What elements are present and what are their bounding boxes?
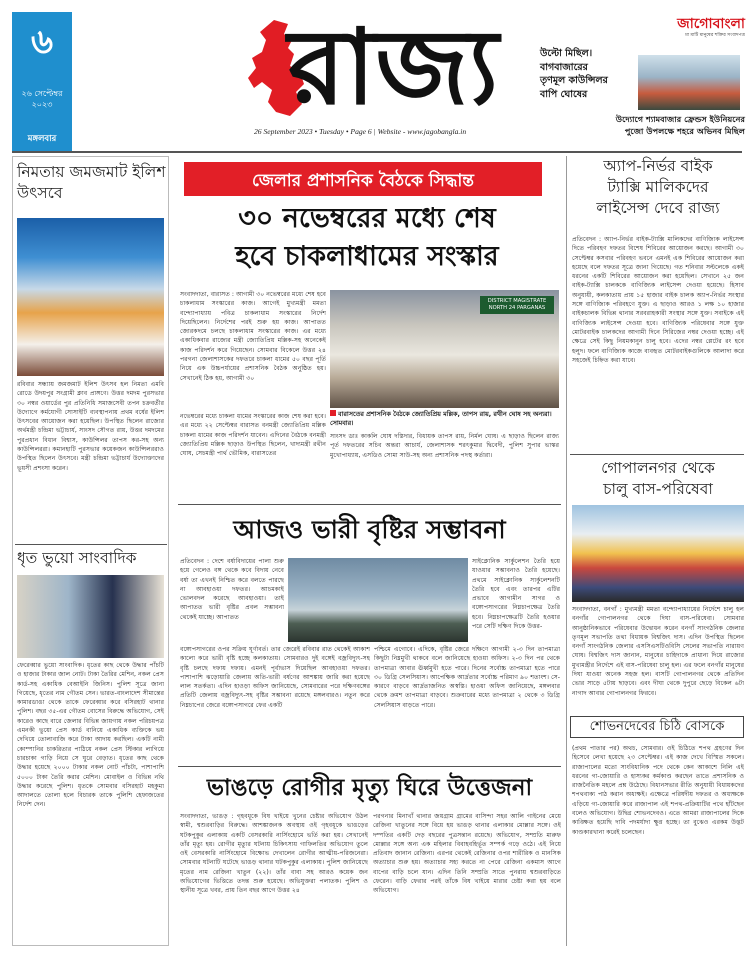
- page-date: ২৬ সেপ্টেম্বর ২০২৩: [21, 89, 63, 109]
- masthead-title: রাজ্য: [288, 5, 499, 128]
- page-weekday: মঙ্গলবার: [27, 134, 57, 144]
- story-body: (প্রথম পাতার পর) অথচ, সোমবার। ওই চিঠিতে শপথ গ্রহণের দিন হিসেবে লেখা হয়েছে ২৩ সেপ্টেম্বর। এই কাজ দেখে বিস্মিত সকলে। রাজ্যপালের মতো সাংবিধানিক পদে থেকে কেন আকাশে নিলি এই ধরনের গা-জোয়ারি ও হাস্যকর কর্মকাণ্ড করছেন তাতে প্রশাসনিক ও রাজনৈতিক মহলে প্রশ্ন উঠেছে। বিধানসভার রীতি অনুযায়ী বিধায়কদের শপথবাক্য পাঠ করান অধ্যক্ষই। এক্ষেত্রে পরিষদীয় দফতর ও অধ্যক্ষকে এড়িয়ে গা-জোয়ারি করে রাজ্যপাল এই শপথ-প্রক্রিয়াটির পথে হাঁটছেন বলেও অভিযোগ। উদ্বিগ্ন শোভনদেবও। এতে আমরা রাজ্যপালের দিকে কাঙ্ক্ষিত হয়েছি দাবি পদমর্যাদা ক্ষুণ্ণ হচ্ছে। তা বুঝেও এরকম উদ্ভট কাণ্ডকারখানা করেই চলেছেন।: [572, 745, 744, 836]
- story-headline: [570, 156, 746, 219]
- section-divider: [178, 504, 561, 505]
- story-headline: ধৃত ভুয়ো সাংবাদিক: [17, 549, 137, 567]
- story-body: সংবাদদাতা, বনগাঁ : মুখ্যমন্ত্রী মমতা বন্দ্যোপাধ্যায়ের নির্দেশে চালু হল বনগাঁর গোপালনগর থেকে দিঘা বাস-পরিষেবা। সোমবার আনুষ্ঠানিকভাবে পরিষেবার উদ্বোধন করেন বনগাঁ সাংগঠনিক জেলার তৃণমূল সভাপতি তথা বিধায়ক বিশ্বজিৎ দাস। এদিন উপস্থিত ছিলেন বনগাঁ সাংগঠনিক জেলার এসসিএসটিওবিসি সেলের সভাপতি নারায়ণ ঘোষ। বিশ্বজিৎ দাস জানান, মানুষের চাহিদাকে প্রাধান্য দিয়ে রাজ্যের মুখ্যমন্ত্রীর নির্দেশে এই বাস-পরিষেবা চালু হল। এর ফলে বনগাঁর মানুষের দিঘা যাওয়া অনেক সহজ হল। বাসটি গোপালনগর থেকে প্রতিদিন ভোর সাড়ে ৫টায় ছাড়বে। এবং দীঘা থেকে দুপুরে ছেড়ে বিকেল ৬টা নাগাদ আবার গোপালনগর ফিরবে।: [572, 606, 744, 697]
- promo-photo: [638, 55, 740, 110]
- story-photo: [17, 218, 164, 376]
- headline-line: চালু বাস-পরিষেবা: [603, 480, 713, 498]
- lead-body: সাংসদ ডাঃ কাকলি ঘোষ দস্তিদার, বিধায়ক তাপস রায়, নির্মল ঘোষ। এ ছাড়াও ছিলেন রাজ্য পূর্ত দফতরের সচিব অন্তরা আচার্য, জেলাশাসক শরৎকুমার দ্বিবেদী, পুলিশ সুপার ভাস্কর মুখোপাধ্যায়, এসডিও সোমা সাউ-সহ অন্য প্রশাসনিক পদস্থ কর্তারা।: [330, 433, 559, 459]
- story-headline: শোভনদেবের চিঠি বোসকে: [589, 719, 725, 734]
- headline-line: গোপালনগর থেকে: [601, 459, 715, 477]
- bhangar-body: পরগনার মিনাখাঁ থানার জয়গ্রাম গ্রামের বাসিন্দা সহর আলি গাইনের মেয়ে রেজিনা খাতুনের সঙ্গে বিয়ে হয় ভাঙড় থানার এলাকার মোল্লার সঙ্গে। ওই দম্পতির একটি দেড় বছরের পুত্রসন্তান রয়েছে। অভিযোগ, সম্প্রতি মারুফ মোল্লার সঙ্গে অন্য এক মহিলার বিবাহবহির্ভূত সম্পর্ক গড়ে ওঠে। এই নিয়ে প্রতিবাদ জানান রেজিনা। এরপর থেকেই রেজিনার ওপর শারীরিক ও মানসিক অত্যাচার শুরু হয়। অত্যাচার সহ্য করতে না পেরে রেজিনা একমাস আগে বাপের বাড়ি চলে যান। এদিন তিনি সম্প্রতি সাতে পুনরায় শ্বশুরবাড়িতে ফেরেন। বাড়ি ফেরার পরই তাঁকে বিষ খাইয়ে মারার চেষ্টা করা হয় বলে অভিযোগ।: [373, 813, 561, 895]
- promo-line: তৃণমূল কাউন্সিলর: [540, 75, 608, 86]
- right-divider: [570, 454, 744, 455]
- masthead-dateline: 26 September 2023 • Tuesday • Page 6 | Website - www.jagobangla.in: [254, 127, 467, 136]
- story-photo: [572, 505, 744, 602]
- lead-photo: [330, 290, 559, 408]
- caption-text: বারাসতের প্রশাসনিক বৈঠকে জ্যোতিপ্রিয় মল্লিক, তাপস রায়, রথীন ঘোষ সহ অন্যরা। সোমবার।: [330, 410, 552, 427]
- story-body: রবিবার সন্ধ্যায় জমজমাট ইলিশ উৎসব হল নিমতা এমবি রোডে উদয়পুর সংগ্রামী ক্লাব প্রাঙ্গণে। উত্তর দমদম পুরসভার ৩০ নম্বর ওয়ার্ডের পুর প্রতিনিধি সমাজসেবী তপন চক্রবর্তীর উদ্যোগে কর্মযোগী সোসাইটি ব্যবস্থাপনায় প্রথম বর্ষের ইলিশ উৎসবের আয়োজন করা হয়েছিল। উপস্থিত ছিলেন রাজ্যের অর্থমন্ত্রী চন্দ্রিমা ভট্টাচার্য, সাংসদ সৌগত রায়, উত্তর দমদমের পুরপ্রধান বিধান বিশ্বাস, কাউন্সিলর তাপস কর-সহ অন্য কাউন্সিলররা। কমানহাটি পুরসভার কয়েকজন কাউন্সিলররাও উপস্থিত ছিলেন উৎসবে। মন্ত্রী চন্দ্রিমা ভট্টাচার্য উদ্যোক্তাদের ভূয়সী প্রশংসা করেন।: [17, 381, 164, 472]
- lead-headline: [178, 200, 556, 276]
- photo-sign: DISTRICT MAGISTRATE NORTH 24 PARGANAS: [480, 296, 554, 314]
- headline-line: অ্যাপ-নির্ভর বাইক: [603, 157, 713, 175]
- promo-line: বাপি ঘোষের: [540, 88, 588, 100]
- promo-line: উল্টো মিছিল।: [540, 48, 593, 59]
- section-divider: [178, 766, 561, 767]
- column-divider: [566, 156, 567, 946]
- story-body: প্রতিবেদন : অ্যাপ-নির্ভর বাইক-ট্যাক্সি মালিকদের বাণিজ্যিক লাইসেন্স দিতে পরিবহণ দফতর বিশেষ শিবিরের আয়োজন করছে। আগামী ৩০ সেপ্টেম্বর কসবার পরিবহণ ভবনে এমনই এক শিবিরের আয়োজন করা হয়েছে বলে দফতর সূত্রে জানা গিয়েছে। গত শনিবার সল্টলেকে একই ধরনের একটি শিবিরের আয়োজন করা হয়েছিল। সেখানে ২৫ জন বাইক-ট্যাক্সি চালককে বাণিজ্যিক লাইসেন্স দেওয়া হয়েছে। হিসাব অনুযায়ী, কলকাতায় প্রায় ১৫ হাজার বাইক চালক অ্যাপ-নির্ভর সংস্থার সঙ্গে বাণিজ্যিক পরিবহণে যুক্ত। এ ছাড়াও আরও ১ লক্ষ ১০ হাজার বাইকচালক বিভিন্ন থানার সরবরাহকারী সংস্থার সঙ্গে যুক্ত। সবাইকে এই বাণিজ্যিক লাইসেন্স দেওয়া হবে। বাণিজ্যিক পরিষেবার সঙ্গে যুক্ত মোটরবাইক চালকদের আগামী দিনে সিরিজের নম্বর দেওয়া হচ্ছে। এই ক্ষেত্রে সেই কিছু নিয়মকানুন চালু হবে। এদের নম্বর প্লেটের রং হবে হলুদ। ফলে বাণিজ্যিক কাজে ব্যবহৃত মোটরবাইকগুলিকে আলাদা করে সহজেই চিহ্নিত করা যাবে।: [572, 236, 744, 364]
- promo-line: পুজো উপলক্ষে শহরে অভিনব মিছিল: [624, 126, 745, 136]
- page-number: ৬: [30, 22, 54, 62]
- rain-body: সাইক্লোনিক সার্কুলেশন তৈরি হয়ে যাওয়ার সম্ভাবনাও তৈরি হয়েছে। প্রথমে সাইক্লোনিক সার্কুলেশনটি তৈরি হবে এবং তারপর এটির প্রভাবে আগামীন সাগর ও বঙ্গোপসাগরের নিম্নচাপক্ষেত্র তৈরি হবে। নিম্নচাপক্ষেত্রটি তৈরি হওয়ার পরে সেটি দক্ষিণ দিকে উত্তর-: [472, 558, 560, 631]
- promo-caption: [520, 113, 745, 137]
- left-divider: [15, 544, 167, 545]
- lead-headline-line: হবে চাকলাধামের সংস্কার: [235, 241, 499, 272]
- masthead-divider: [12, 151, 742, 153]
- promo-line: বাগবাজারের: [540, 61, 588, 73]
- lead-body: সংবাদদাতা, বারাসত : আগামী ৩০ নভেম্বরের মধ্যে শেষ হবে চাকলাধাম সংস্কারের কাজ। আগেই মুখ্যমন্ত্রী মমতা বন্দ্যোপাধ্যায় পবিত্র চাকলাধাম সংস্কারের নির্দেশ দিয়েছিলেন। নির্দেশের পরই শুরু হয় কাজ। আপাতত জোরকদমে চলছে চাকলাধাম সংস্কারের কাজ। এর মধ্যে একাধিকবার রাজ্যের মন্ত্রী জ্যোতিপ্রিয় মল্লিক-সহ অনেকেই কাজ পরিদর্শন করে গিয়েছেন। সোমবার বিকেলে উত্তর ২৪ পরগনা জেলাশাসকের দফতরে চাকলা ধামের ৫০ বছর পূর্তি নিয়ে এক উচ্চপর্যায়ের প্রশাসনিক বৈঠক অনুষ্ঠিত হয়। সেখানেই ঠিক হয়, আগামী ৩০: [180, 291, 326, 382]
- story-body: ফেরেব্বার ভুয়ো সাংবাদিক। ধৃতের কাছ থেকে উদ্ধার পাঁচটি ও হাজার টাকার জাল নোট। টাকা তৈরির মেশিন, নকল প্রেস কার্ড-সহ একাধিক বেআইনি জিনিস। পুলিশ সূত্রে জানা গিয়েছে, ধৃতের নাম গৌতম সেন। ভারত-বাংলাদেশ সীমান্তের কামারডাঙা থেকে তাকে ফেরেব্বার করে বসিরহাট থানার পুলিশ। বছর ৩৫-এর গৌতম বোসের বিরুদ্ধে অভিযোগ, সেই কারেও কাছে বারে জেলার বিভিন্ন জায়গায় নকল পরিচয়পত্র এমনকী ভুয়ো প্রেস কার্ড বানিয়ে একাধিক ব্যক্তিকে ভয় দেখিয়ে তোলাবাজি করে টাকা আদায় করছিল। একটি নামী কোম্পানির চাকরিতার পাঠিয়ে নকল প্রেস স্টিকার লাগিয়ে চারচাকা গাড়ি নিয়ে সে ঘুরে বেড়াত। ধৃতের কাছ থেকে উদ্ধার হয়েছে ২০০০ টাকার নকল নোট পাঁচটা, পাশাপাশি ৫০০০ টাকা তৈরি করার মেশিন। মোবাইল ও বিভিন্ন নথি উদ্ধার করেছে পুলিশ। ধৃতকে সোমবার বসিরহাট মহকুমা আদালতে তোলা হলে বিচারক তাকে পুলিশি হেফাজতের নির্দেশ দেন।: [17, 662, 164, 809]
- headline-line: লাইসেন্স দেবে রাজ্য: [596, 199, 720, 217]
- bhangar-headline: ভাঙড়ে রোগীর মৃত্যু ঘিরে উত্তেজনা: [206, 775, 533, 801]
- story-photo: [17, 575, 164, 658]
- brand-tagline: মা মাটি মানুষের শক্তির সংবাদপত্র: [685, 33, 745, 38]
- story-headline: [570, 458, 746, 500]
- rain-headline: আজও ভারী বৃষ্টির সম্ভাবনা: [233, 515, 506, 544]
- bhangar-body: সংবাদদাতা, ভাঙড় : গৃহবধূকে বিষ খাইয়ে খুনের চেষ্টার অভিযোগ উঠল স্বামী, শ্বশুরবাড়ির বিরুদ্ধে। আশঙ্কাজনক অবস্থায় ওই গৃহবধূকে ভাঙড়ের ঘটকপুকুর এলাকায় একটি বেসরকারি নার্সিংহোমে ভর্তি করা হয়। সেখানেই তাঁর মৃত্যু হয়। রোগীর মৃত্যুর ঘটনায় চিকিৎসায় গাফিলতির অভিযোগ তুলে ওই বেসরকারি নার্সিংহোমে বিক্ষোভ দেখালেন রোগীর আত্মীয়-পরিজনেরা। সোমবার ঘটনাটি ঘটেছে ভাঙড় থানার ঘটকপুকুর এলাকায়। পুলিশ জানিয়েছে মৃতের নাম রেজিনা খাতুন (২২)। তাঁর বাবা সহ আরও কয়েক জন অভিযোগের ভিত্তিতে তদন্ত শুরু হয়েছে। অভিযুক্তরা পলাতক। পুলিশ ও স্থানীয় সূত্রে খবর, প্রায় তিন বছর আগে উত্তর ২৪: [180, 813, 368, 895]
- story-headline: নিমতায় জমজমাট ইলিশ উৎসবে: [17, 163, 166, 202]
- rain-body: প্রতিবেদন : দেশে বর্ষাবিদায়ের পালা শুরু হয়ে গেলেও বঙ্গ থেকে কবে বিদায় নেবে বর্ষা তা এখনই নিশ্চিত করে বলতে পারছে না আবহাওয়া দফতর। আচমকাই ভোলবদল করেছে আবহাওয়া। তাই আপাতত ভারী বৃষ্টির প্রবল সম্ভাবনা থেকেই যাচ্ছে। আপাতত: [180, 558, 284, 621]
- caption-marker: [330, 410, 336, 416]
- rain-body: পশ্চিমে এগোবে। এদিকে, বৃষ্টির জেরে দক্ষিণে আগামী ২-৩ দিন তাপমাত্রা কিছুটা নিম্নমুখী থাকবে বলে জানিয়েছে হাওয়া অফিস। ২-৩ দিন পর থেকে তাপমাত্রা আবার ঊর্ধ্বমুখী হতে পারে। দিনের সর্বোচ্চ তাপমাত্রা হতে পারে ৩০ ডিগ্রি সেলসিয়াস। আপেক্ষিক আর্দ্রতার সর্বোচ্চ পরিমাণ ৯০ শতাংশ। সে-কারণে বাড়বে আর্দ্রতাজনিত অস্বস্তি। হাওয়া অফিস জানিয়েছে, মঙ্গলবার থেকে ক্রমশ তাপমাত্রা বাড়বে। শুক্রবারের মধ্যে তাপমাত্রা ২ থেকে ৩ ডিগ্রি সেলসিয়াস বাড়তে পারে।: [374, 646, 560, 709]
- lead-body: নভেম্বরের মধ্যে চাকলা ধামের সংস্কারের কাজ শেষ করা হবে। এর মধ্যে ২২ সেপ্টেম্বর বারাসত বনমন্ত্রী জ্যোতিপ্রিয় মল্লিক চাকলা ধামের কাজ পরিদর্শন যাবেন। এদিনের বৈঠকে বনমন্ত্রী জ্যোতিপ্রিয় মল্লিক ছাড়াও উপস্থিত ছিলেন, খাদ্যমন্ত্রী রথীন ঘোষ, সেচমন্ত্রী পার্থ ভৌমিক, বারাসতের: [180, 413, 326, 458]
- rain-body: বঙ্গোপসাগরের ওপর সক্রিয় ঘূর্ণাবর্ত। তার জেরেই রবিবার রাত থেকেই আকাশ কালো করে ভারী বৃষ্টি হচ্ছে কলকাতায়। সোমবারও দুই বঙ্গেই বজ্রবিদ্যুৎ-সহ বৃষ্টি চলছে দফায় দফায়। এমনই পূর্বাভাস দিয়েছিল আবহাওয়া দফতর। পাশাপাশি ঝড়োয়ারি জেলায় অতি-ভারী বর্ষণের আশঙ্কায় জারি করা হয়েছে লাল সতর্কতা। এদিন হাওড়া অফিস জানিয়েছে, সোমবারের পরে দক্ষিণবঙ্গের প্রতিটি জেলায় বজ্রবিদ্যুৎ-সহ বৃষ্টির সম্ভাবনা রয়েছে মঙ্গলবারও। নতুন করে নিম্নচাপের জেরে বঙ্গোপসাগরে ফের একটি: [180, 646, 370, 709]
- lead-kicker-text: জেলার প্রশাসনিক বৈঠকে সিদ্ধান্ত: [252, 171, 474, 191]
- headline-line: ট্যাক্সি মালিকদের: [607, 178, 709, 196]
- promo-line: উদ্যোগে শ্যামবাজার ফ্রেন্ডস ইউনিয়নের: [615, 114, 745, 124]
- rain-photo: [288, 558, 468, 642]
- page-number-box: [12, 12, 72, 152]
- photo-caption: [330, 410, 559, 428]
- lead-headline-line: ৩০ নভেম্বরের মধ্যে শেষ: [238, 203, 496, 234]
- brand-logo: জাগোবাংলা: [677, 16, 745, 32]
